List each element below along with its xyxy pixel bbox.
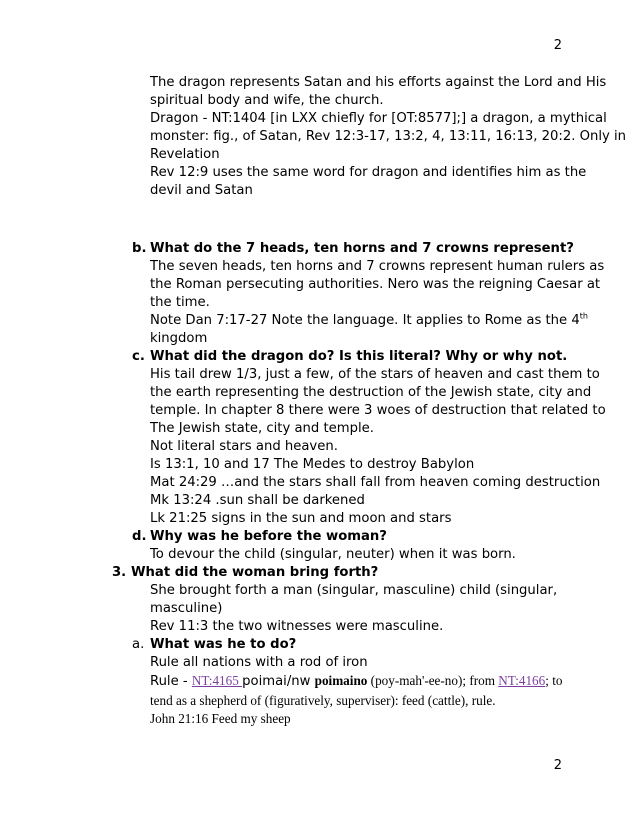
item-d-line: To devour the child (singular, neuter) when it was born. <box>150 547 516 562</box>
item-a-question: What was he to do? <box>150 637 297 652</box>
strongs-link-nt4165[interactable]: NT:4165 <box>191 673 243 688</box>
item-b-marker: b. <box>132 241 147 256</box>
intro-line: Rev 12:9 uses the same word for dragon and identifies him as the <box>150 165 587 180</box>
page-number-bottom: 2 <box>553 758 562 773</box>
item-b-line: the time. <box>150 295 210 310</box>
intro-line: spiritual body and wife, the church. <box>150 93 384 108</box>
item-c-line: Is 13:1, 10 and 17 The Medes to destroy Babylon <box>150 457 475 472</box>
item-a-marker: a. <box>132 637 145 652</box>
item-d-question: Why was he before the woman? <box>150 529 387 544</box>
item-a-line: Rule all nations with a rod of iron <box>150 655 368 670</box>
item-b-note <box>150 312 588 330</box>
rule-tail: ; to <box>545 673 563 688</box>
item-b-note-sup: th <box>579 311 588 321</box>
rule-transliteration: poimaino <box>314 673 368 688</box>
item-c-question: What did the dragon do? Is this literal? Why or why not. <box>150 349 568 364</box>
item-b-note-end: kingdom <box>150 331 208 346</box>
intro-line: Dragon - NT:1404 [in LXX chiefly for [OT:8577];] a dragon, a mythical <box>150 111 607 126</box>
item-c-line: The Jewish state, city and temple. <box>150 421 374 436</box>
intro-line: Revelation <box>150 147 220 162</box>
page-number-top: 2 <box>553 38 562 53</box>
item-c-line: His tail drew 1/3, just a few, of the stars of heaven and cast them to <box>150 367 600 382</box>
item-a-definition-line: tend as a shepherd of (figuratively, superviser): feed (cattle), rule. <box>150 693 496 708</box>
item-c-line: temple. In chapter 8 there were 3 woes of destruction that related to <box>150 403 606 418</box>
item-a-definition-line: John 21:16 Feed my sheep <box>150 711 291 726</box>
item-3-question: What did the woman bring forth? <box>131 565 379 580</box>
rule-greek: poimai/nw <box>242 674 315 689</box>
item-b-line: the Roman persecuting authorities. Nero was the reigning Caesar at <box>150 277 601 292</box>
item-3-line: She brought forth a man (singular, masculine) child (singular, <box>150 583 558 598</box>
rule-label: Rule - <box>150 674 192 689</box>
item-c-line: Lk 21:25 signs in the sun and moon and stars <box>150 511 452 526</box>
item-c-line: Mat 24:29 …and the stars shall fall from heaven coming destruction <box>150 475 601 490</box>
item-c-marker: c. <box>132 349 145 364</box>
item-b-question: What do the 7 heads, ten horns and 7 crowns represent? <box>150 241 574 256</box>
intro-line: devil and Satan <box>150 183 253 198</box>
item-d-marker: d. <box>132 529 147 544</box>
rule-pronunciation: (poy-mah'-ee-no); from <box>367 673 499 688</box>
item-b-note-text: Note Dan 7:17-27 Note the language. It applies to Rome as the 4 <box>150 313 580 328</box>
item-a-rule-line <box>150 672 562 691</box>
item-c-line: the earth representing the destruction of the Jewish state, city and <box>150 385 592 400</box>
intro-line: The dragon represents Satan and his efforts against the Lord and His <box>150 75 607 90</box>
item-c-line: Not literal stars and heaven. <box>150 439 338 454</box>
item-3-line: masculine) <box>150 601 223 616</box>
item-c-line: Mk 13:24 .sun shall be darkened <box>150 493 365 508</box>
item-3-line: Rev 11:3 the two witnesses were masculine. <box>150 619 444 634</box>
item-b-line: The seven heads, ten horns and 7 crowns represent human rulers as <box>150 259 605 274</box>
intro-line: monster: fig., of Satan, Rev 12:3-17, 13:2, 4, 13:11, 16:13, 20:2. Only in <box>150 129 627 144</box>
strongs-link-nt4166[interactable]: NT:4166 <box>498 673 546 688</box>
item-3-marker: 3. <box>112 565 127 580</box>
